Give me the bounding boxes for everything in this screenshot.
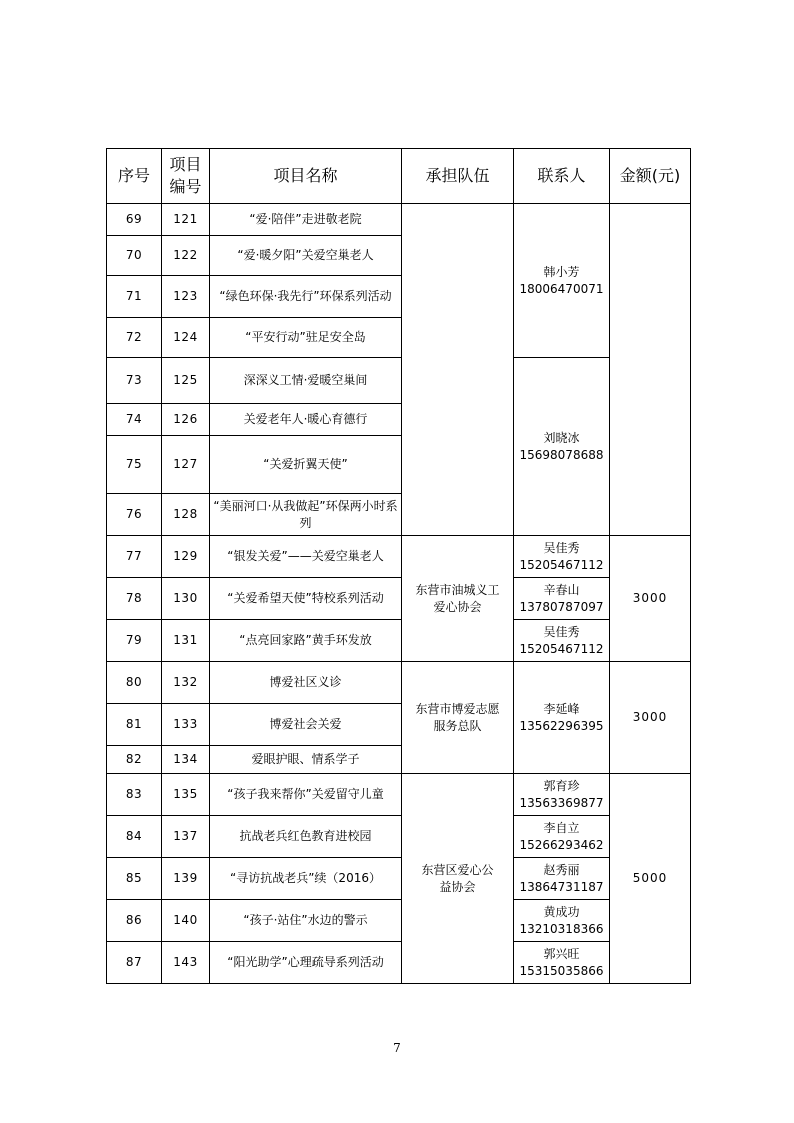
contact-name: 郭兴旺 xyxy=(543,946,580,961)
cell-project-name: “爱·暖夕阳”关爱空巢老人 xyxy=(210,236,402,276)
header-seq: 序号 xyxy=(107,149,162,204)
contact-name: 李自立 xyxy=(543,820,580,835)
cell-project-number: 143 xyxy=(162,942,210,984)
contact-name: 黄成功 xyxy=(543,904,580,919)
cell-project-number: 137 xyxy=(162,816,210,858)
cell-project-number: 123 xyxy=(162,276,210,318)
cell-project-number: 130 xyxy=(162,578,210,620)
cell-project-number: 124 xyxy=(162,318,210,358)
cell-contact xyxy=(514,204,610,358)
contact-name: 韩小芳 xyxy=(543,264,580,279)
table-row xyxy=(107,774,691,816)
contact-name: 李延峰 xyxy=(543,701,580,716)
cell-seq: 84 xyxy=(107,816,162,858)
cell-seq: 73 xyxy=(107,358,162,404)
cell-project-name: 博爱社会关爱 xyxy=(210,704,402,746)
contact-name: 吴佳秀 xyxy=(543,624,580,639)
cell-project-name: “爱·陪伴”走进敬老院 xyxy=(210,204,402,236)
cell-seq: 74 xyxy=(107,404,162,436)
contact-phone: 15698078688 xyxy=(519,447,604,462)
cell-seq: 69 xyxy=(107,204,162,236)
cell-team: 东营市油城义工爱心协会 xyxy=(402,536,514,662)
contact-name: 郭育珍 xyxy=(543,778,580,793)
header-row xyxy=(107,149,691,204)
cell-project-name: “孩子·站住”水边的警示 xyxy=(210,900,402,942)
cell-project-number: 125 xyxy=(162,358,210,404)
cell-seq: 83 xyxy=(107,774,162,816)
cell-seq: 85 xyxy=(107,858,162,900)
cell-project-name: “绿色环保·我先行”环保系列活动 xyxy=(210,276,402,318)
cell-project-number: 126 xyxy=(162,404,210,436)
cell-project-name: “银发关爱”——关爱空巢老人 xyxy=(210,536,402,578)
cell-project-name: “孩子我来帮你”关爱留守儿童 xyxy=(210,774,402,816)
cell-project-number: 133 xyxy=(162,704,210,746)
cell-project-number: 121 xyxy=(162,204,210,236)
cell-project-name: “阳光助学”心理疏导系列活动 xyxy=(210,942,402,984)
cell-project-name: “平安行动”驻足安全岛 xyxy=(210,318,402,358)
cell-project-name: “点亮回家路”黄手环发放 xyxy=(210,620,402,662)
cell-project-number: 129 xyxy=(162,536,210,578)
contact-name: 辛春山 xyxy=(543,582,580,597)
contact-phone: 13210318366 xyxy=(519,921,604,936)
contact-phone: 13562296395 xyxy=(519,718,604,733)
table-row xyxy=(107,662,691,704)
cell-contact xyxy=(514,900,610,942)
header-team: 承担队伍 xyxy=(402,149,514,204)
cell-seq: 87 xyxy=(107,942,162,984)
cell-seq: 72 xyxy=(107,318,162,358)
project-table xyxy=(106,148,691,984)
cell-seq: 78 xyxy=(107,578,162,620)
cell-contact xyxy=(514,942,610,984)
page-number: 7 xyxy=(393,1041,401,1055)
contact-phone: 18006470071 xyxy=(519,281,604,296)
table-row xyxy=(107,858,691,900)
cell-project-name: “寻访抗战老兵”续（2016） xyxy=(210,858,402,900)
cell-contact xyxy=(514,662,610,774)
cell-amount-empty xyxy=(610,204,691,536)
contact-phone: 13563369877 xyxy=(519,795,604,810)
header-project-name: 项目名称 xyxy=(210,149,402,204)
header-project-number: 项目编号 xyxy=(162,149,210,204)
contact-phone: 13780787097 xyxy=(519,599,604,614)
table-row xyxy=(107,358,691,404)
cell-seq: 82 xyxy=(107,746,162,774)
cell-contact xyxy=(514,858,610,900)
cell-project-number: 122 xyxy=(162,236,210,276)
contact-phone: 15205467112 xyxy=(519,557,604,572)
contact-phone: 15266293462 xyxy=(519,837,604,852)
cell-project-name: “美丽河口·从我做起”环保两小时系列 xyxy=(210,494,402,536)
cell-contact xyxy=(514,358,610,536)
cell-project-number: 134 xyxy=(162,746,210,774)
cell-seq: 77 xyxy=(107,536,162,578)
contact-phone: 15315035866 xyxy=(519,963,604,978)
cell-project-name: 爱眼护眼、情系学子 xyxy=(210,746,402,774)
cell-project-number: 140 xyxy=(162,900,210,942)
cell-seq: 71 xyxy=(107,276,162,318)
cell-project-number: 127 xyxy=(162,436,210,494)
cell-project-name: 深深义工情·爱暖空巢间 xyxy=(210,358,402,404)
cell-contact xyxy=(514,774,610,816)
table-row xyxy=(107,620,691,662)
contact-phone: 13864731187 xyxy=(519,879,604,894)
cell-amount: 5000 xyxy=(610,774,691,984)
cell-team: 东营区爱心公益协会 xyxy=(402,774,514,984)
cell-project-name: “关爱希望天使”特校系列活动 xyxy=(210,578,402,620)
cell-team: 东营市博爱志愿服务总队 xyxy=(402,662,514,774)
cell-project-name: 关爱老年人·暖心育德行 xyxy=(210,404,402,436)
cell-seq: 86 xyxy=(107,900,162,942)
cell-team-empty xyxy=(402,204,514,536)
cell-project-number: 139 xyxy=(162,858,210,900)
header-amount: 金额(元) xyxy=(610,149,691,204)
cell-contact xyxy=(514,816,610,858)
cell-amount: 3000 xyxy=(610,536,691,662)
cell-contact xyxy=(514,620,610,662)
contact-name: 赵秀丽 xyxy=(543,862,580,877)
contact-phone: 15205467112 xyxy=(519,641,604,656)
contact-name: 吴佳秀 xyxy=(543,540,580,555)
cell-project-name: “关爱折翼天使” xyxy=(210,436,402,494)
cell-contact xyxy=(514,578,610,620)
cell-contact xyxy=(514,536,610,578)
cell-project-number: 135 xyxy=(162,774,210,816)
table-row xyxy=(107,942,691,984)
cell-seq: 75 xyxy=(107,436,162,494)
table-row xyxy=(107,900,691,942)
table-row xyxy=(107,204,691,236)
cell-amount: 3000 xyxy=(610,662,691,774)
cell-project-number: 132 xyxy=(162,662,210,704)
cell-seq: 70 xyxy=(107,236,162,276)
cell-seq: 81 xyxy=(107,704,162,746)
contact-name: 刘晓冰 xyxy=(543,430,580,445)
table-row xyxy=(107,578,691,620)
cell-seq: 76 xyxy=(107,494,162,536)
cell-seq: 79 xyxy=(107,620,162,662)
table-row xyxy=(107,536,691,578)
cell-project-name: 博爱社区义诊 xyxy=(210,662,402,704)
cell-project-number: 128 xyxy=(162,494,210,536)
header-contact: 联系人 xyxy=(514,149,610,204)
cell-seq: 80 xyxy=(107,662,162,704)
cell-project-name: 抗战老兵红色教育进校园 xyxy=(210,816,402,858)
cell-project-number: 131 xyxy=(162,620,210,662)
table-row xyxy=(107,816,691,858)
